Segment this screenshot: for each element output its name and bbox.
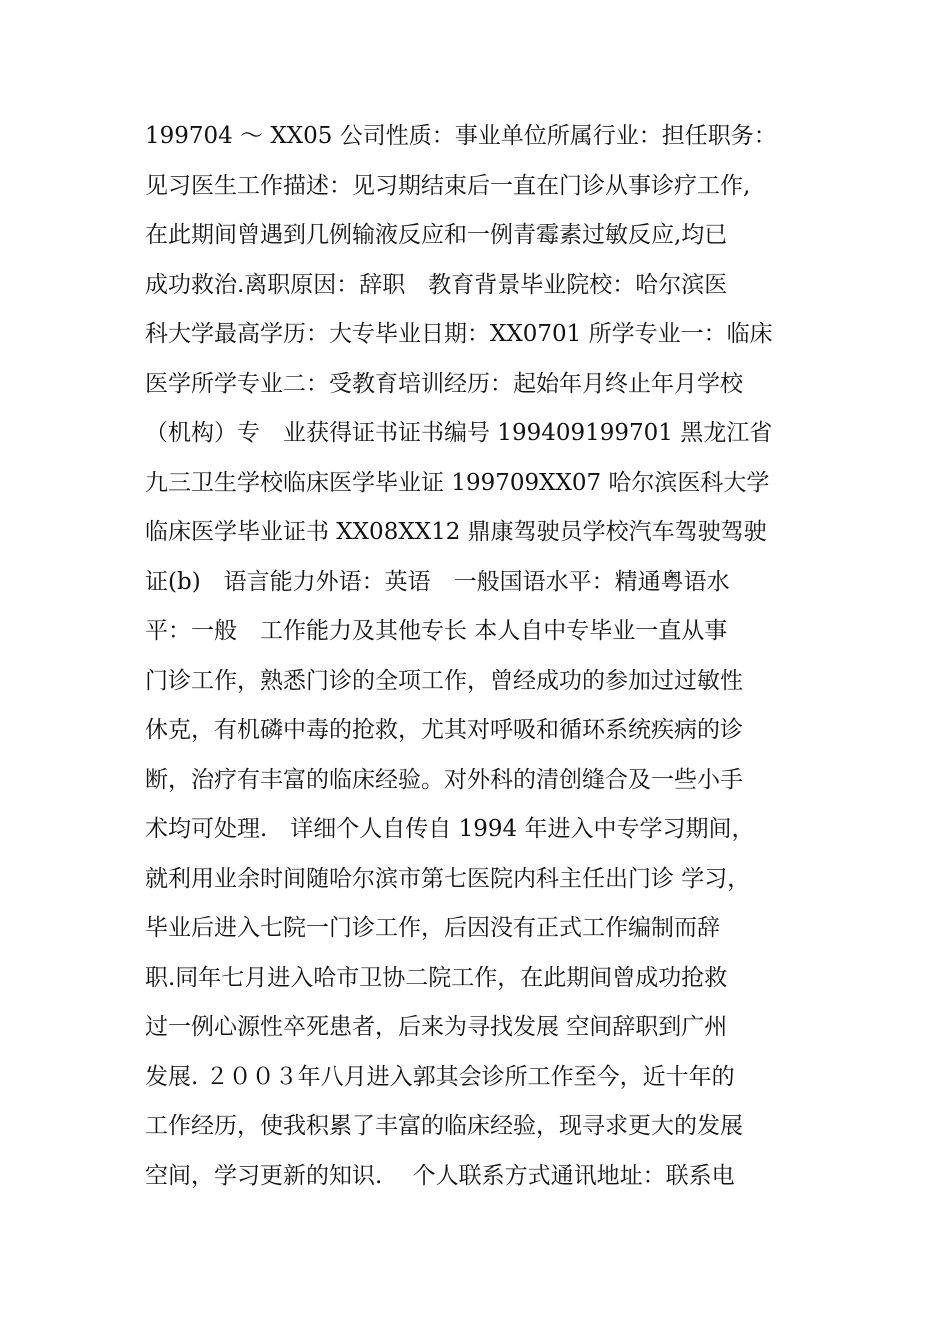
text-line: 门诊工作，熟悉门诊的全项工作，曾经成功的参加过过敏性: [145, 667, 743, 694]
text-line: 在此期间曾遇到几例输液反应和一例青霉素过敏反应,均已: [145, 222, 728, 248]
text-line: 职.同年七月进入哈市卫协二院工作，在此期间曾成功抢救: [145, 964, 728, 991]
text-line: 过一例心源性卒死患者，后来为寻找发展 空间辞职到广州: [145, 1014, 728, 1040]
text-line: 科大学最高学历：大专毕业日期：XX0701 所学专业一：临床: [145, 321, 773, 347]
text-line: （机构）专 业获得证书证书编号 199409199701 黑龙江省: [145, 420, 773, 446]
text-line: 断，治疗有丰富的临床经验。对外科的清创缝合及一些小手: [145, 766, 743, 793]
text-line: 工作经历，使我积累了丰富的临床经验，现寻求更大的发展: [145, 1113, 743, 1139]
resume-body-text: [145, 112, 845, 1201]
text-line: 就利用业余时间随哈尔滨市第七医院内科主任出门诊 学习，: [145, 865, 751, 892]
text-line: 证(b) 语言能力外语：英语 一般国语水平：精通粤语水: [145, 568, 730, 595]
text-line: 199704 ～ XX05 公司性质：事业单位所属行业：担任职务：: [145, 123, 777, 149]
text-line: 临床医学毕业证书 XX08XX12 鼎康驾驶员学校汽车驾驶驾驶: [145, 519, 767, 545]
text-line: 平：一般 工作能力及其他专长 本人自中专毕业一直从事: [145, 618, 728, 644]
text-line: 发展. ２００３年八月进入郭其会诊所工作至今，近十年的: [145, 1063, 735, 1090]
text-line: 术均可处理. 详细个人自传自 1994 年进入中专学习期间，: [145, 816, 755, 842]
text-line: 医学所学专业二：受教育培训经历：起始年月终止年月学校: [145, 370, 743, 397]
text-line: 九三卫生学校临床医学毕业证 199709XX07 哈尔滨医科大学: [145, 469, 770, 496]
text-line: 毕业后进入七院一门诊工作，后因没有正式工作编制而辞: [145, 915, 720, 941]
text-line: 成功救治.离职原因：辞职 教育背景毕业院校：哈尔滨医: [145, 271, 728, 298]
text-line: 见习医生工作描述：见习期结束后一直在门诊从事诊疗工作,: [145, 172, 751, 199]
text-line: 休克，有机磷中毒的抢救，尤其对呼吸和循环系统疾病的诊: [145, 717, 743, 743]
text-line: 空间，学习更新的知识. 个人联系方式通讯地址：联系电: [145, 1162, 735, 1189]
